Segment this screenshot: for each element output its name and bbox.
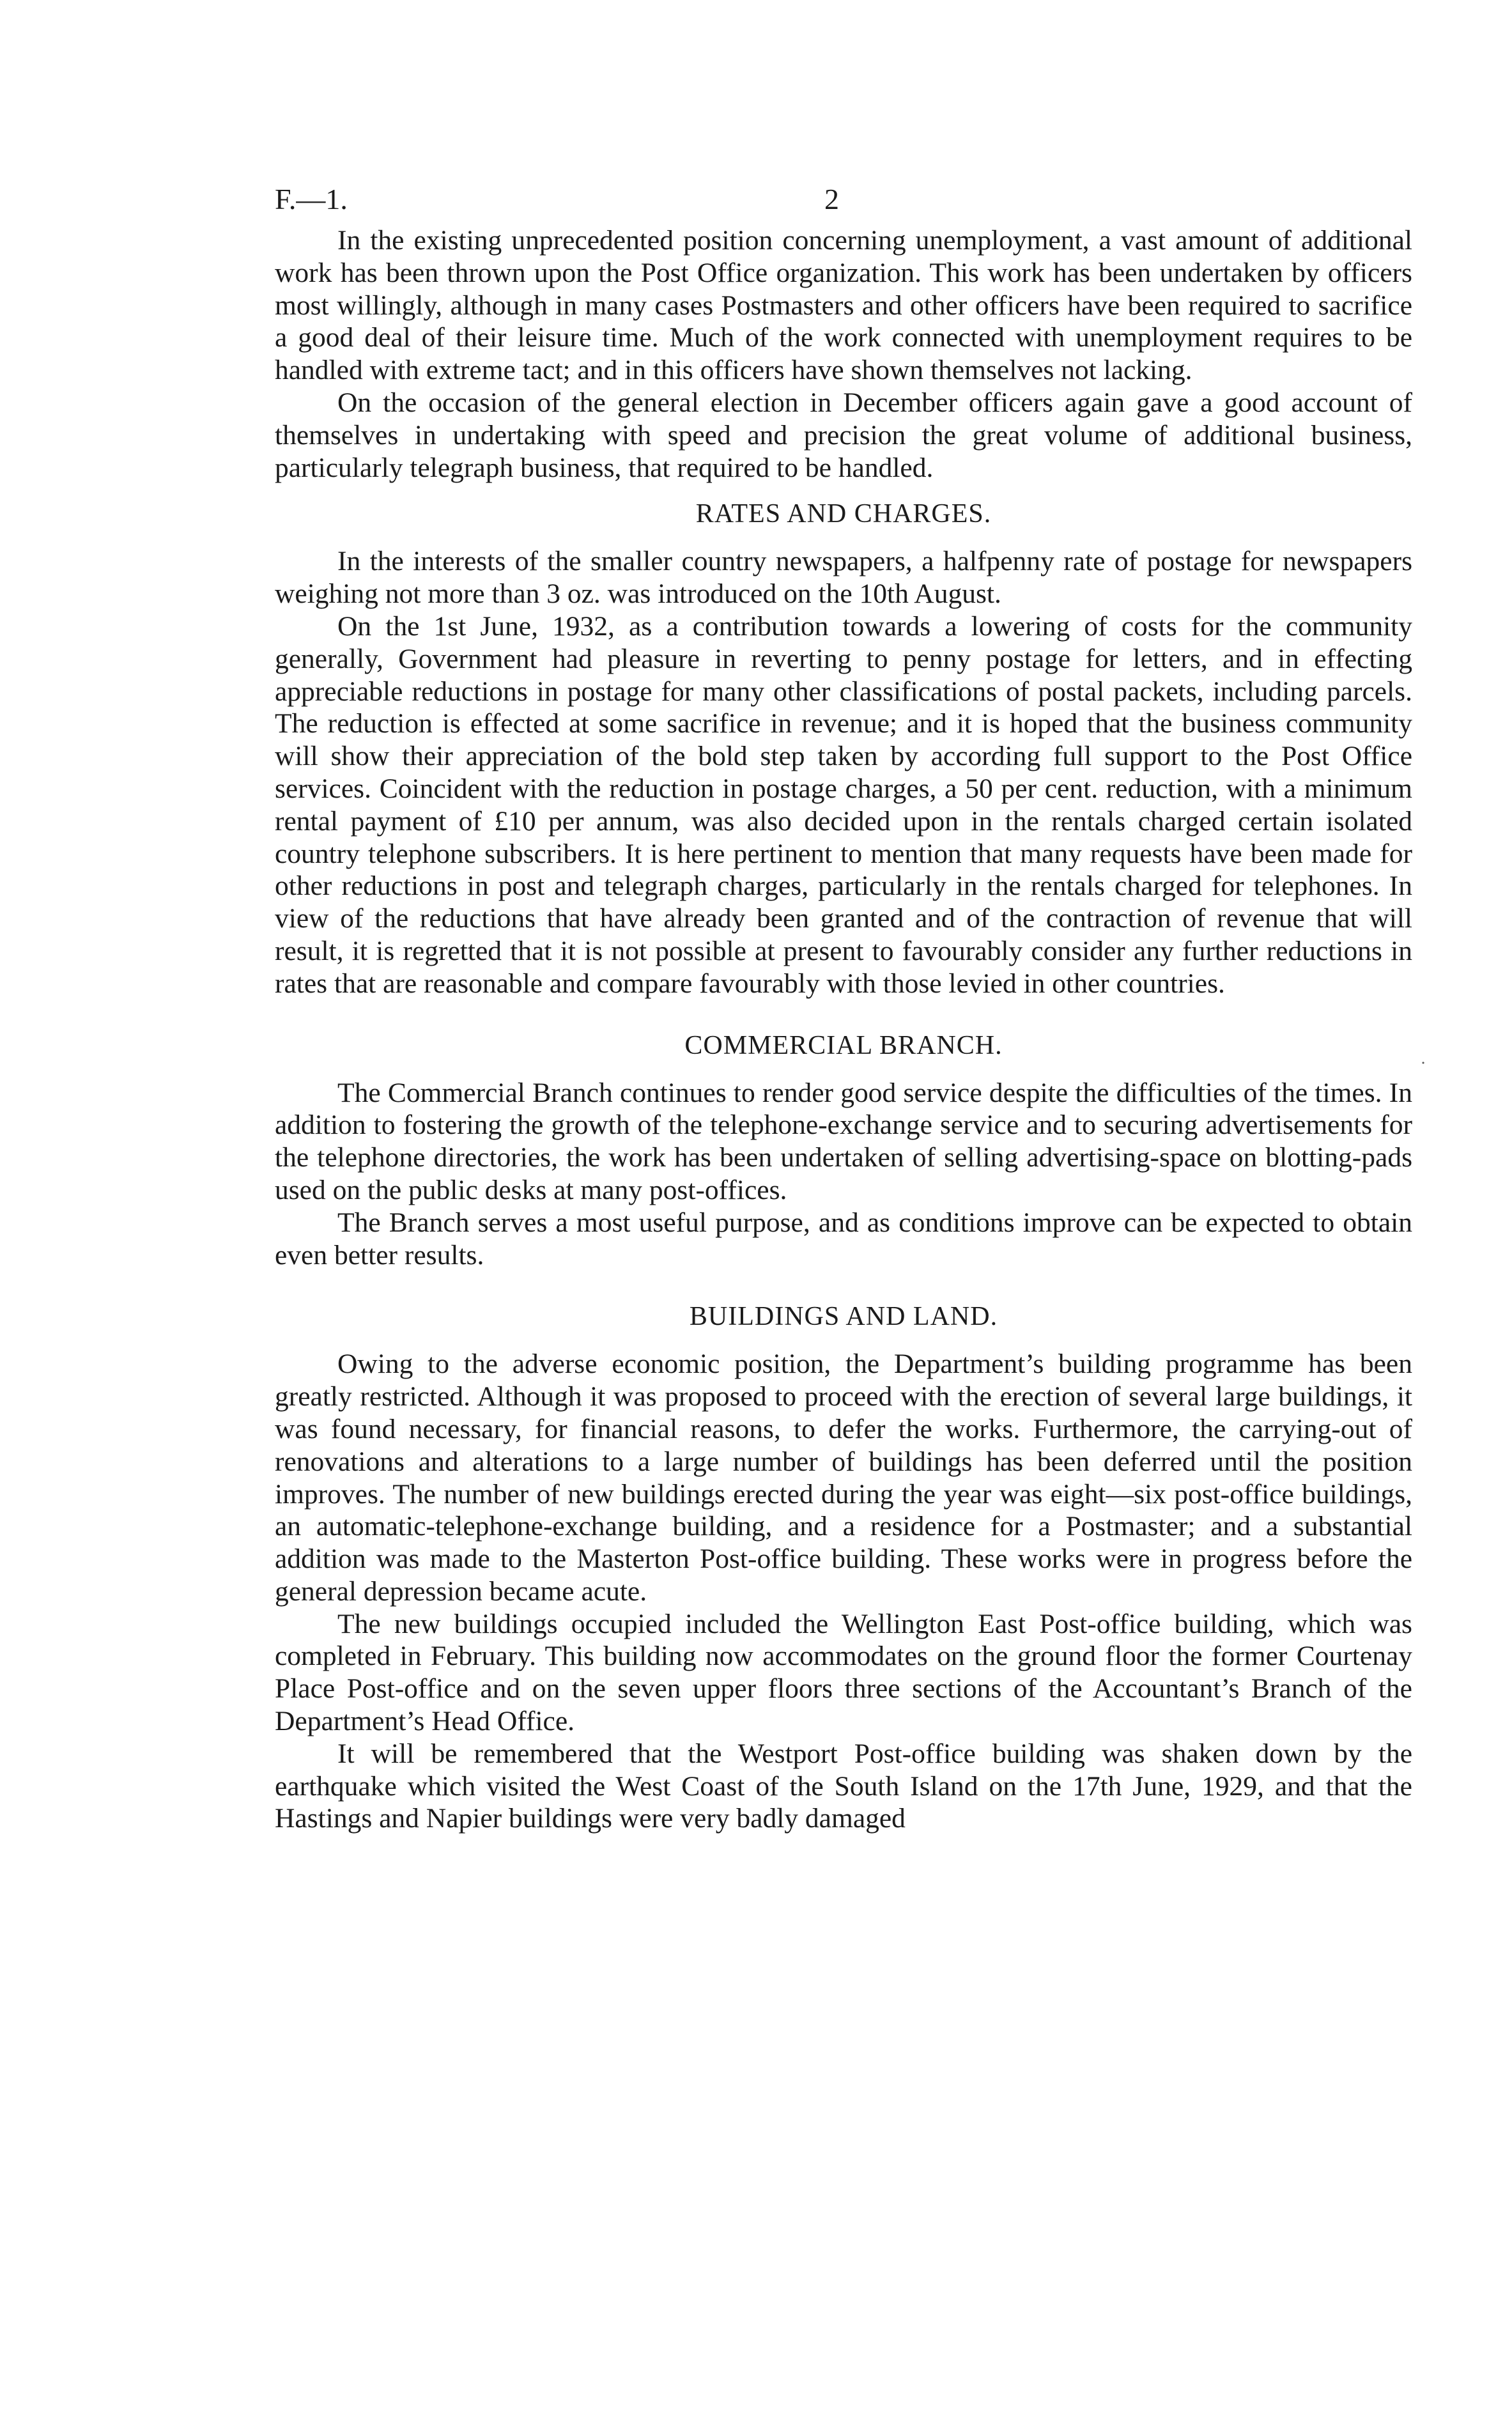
document-page <box>275 182 1412 1835</box>
paragraph-unemployment: In the existing unprecedented position concerning unemployment, a vast amount of additional work has been thrown upon the Post Office organization. This work has been undertaken by officers most willingly, although in many cases Postmasters and other officers have been required to sacrifice a good deal of their leisure time. Much of the work connected with unemployment requires to be handled with extreme tact; and in this officers have shown themselves not lacking. <box>275 225 1412 386</box>
paragraph-building-programme: Owing to the adverse economic position, the Department’s building programme has been greatly restricted. Although it was proposed to proceed with the erection of several large buildings, it was found necessary, for financial reasons, to defer the works. Furthermore, the carrying-out of renovations and alterations to a large number of buildings has been deferred until the position improves. The number of new buildings erected during the year was eight—six post-office buildings, an automatic-telephone-exchange building, and a residence for a Postmaster; and a substantial addition was made to the Masterton Post-office building. These works were in progress before the general depression became acute. <box>275 1349 1412 1607</box>
paragraph-general-election: On the occasion of the general election in December officers again gave a good account of themselves in undertaking with speed and precision the great volume of additional business, particularly telegraph business, that required to be handled. <box>275 387 1412 483</box>
paragraph-wellington-east: The new buildings occupied included the Wellington East Post-office building, which was completed in February. This building now accommodates on the ground floor the former Courtenay Place Post-office and on the seven upper floors three sections of the Accountant’s Branch of the Department’s Head Office. <box>275 1608 1412 1737</box>
paragraph-commercial-service: The Commercial Branch continues to render good service despite the difficulties of the times. In addition to fostering the growth of the telephone-exchange service and to securing advertisements for the telephone directories, the work has been undertaken of selling advertising-space on blotting-pads used on the public desks at many post-offices. <box>275 1077 1412 1205</box>
document-reference: F.—1. <box>275 183 348 215</box>
heading-rates-and-charges: RATES AND CHARGES. <box>695 499 992 529</box>
paragraph-commercial-purpose: The Branch serves a most useful purpose, and as conditions improve can be expected to obtain even better results. <box>275 1207 1412 1271</box>
heading-commercial-branch: COMMERCIAL BRANCH. <box>684 1030 1003 1060</box>
paragraph-penny-postage: On the 1st June, 1932, as a contribution towards a lowering of costs for the community generally, Government had pleasure in reverting to penny postage for letters, and in effecting appreciable reductions in postage for many other classifications of postal packets, including parcels. The reduction is effected at some sacrifice in revenue; and it is hoped that the business community will show their appreciation of the bold step taken by according full support to the Post Office services. Coincident with the reduction in postage charges, a 50 per cent. reduction, with a minimum rental payment of £10 per annum, was also decided upon in the rentals charged certain isolated country telephone subscribers. It is here pertinent to mention that many requests have been made for other reductions in post and telegraph charges, particularly in the rentals charged for telephones. In view of the reductions that have already been granted and of the contraction of revenue that will result, it is regretted that it is not possible at present to favourably consider any further reductions in rates that are reasonable and compare favourably with those levied in other countries. <box>275 610 1412 999</box>
paragraph-newspaper-postage: In the interests of the smaller country newspapers, a halfpenny rate of postage for newspapers weighing not more than 3 oz. was introduced on the 10th August. <box>275 546 1412 610</box>
heading-buildings-and-land: BUILDINGS AND LAND. <box>689 1302 998 1332</box>
paragraph-westport-earthquake: It will be remembered that the Westport Post-office building was shaken down by the earthquake which visited the West Coast of the South Island on the 17th June, 1929, and that the Hastings and Napier buildings were very badly damaged <box>275 1738 1412 1834</box>
page-header <box>275 182 1412 224</box>
page-number: 2 <box>824 183 839 215</box>
stray-ink-mark: ˙ <box>1420 1058 1426 1079</box>
